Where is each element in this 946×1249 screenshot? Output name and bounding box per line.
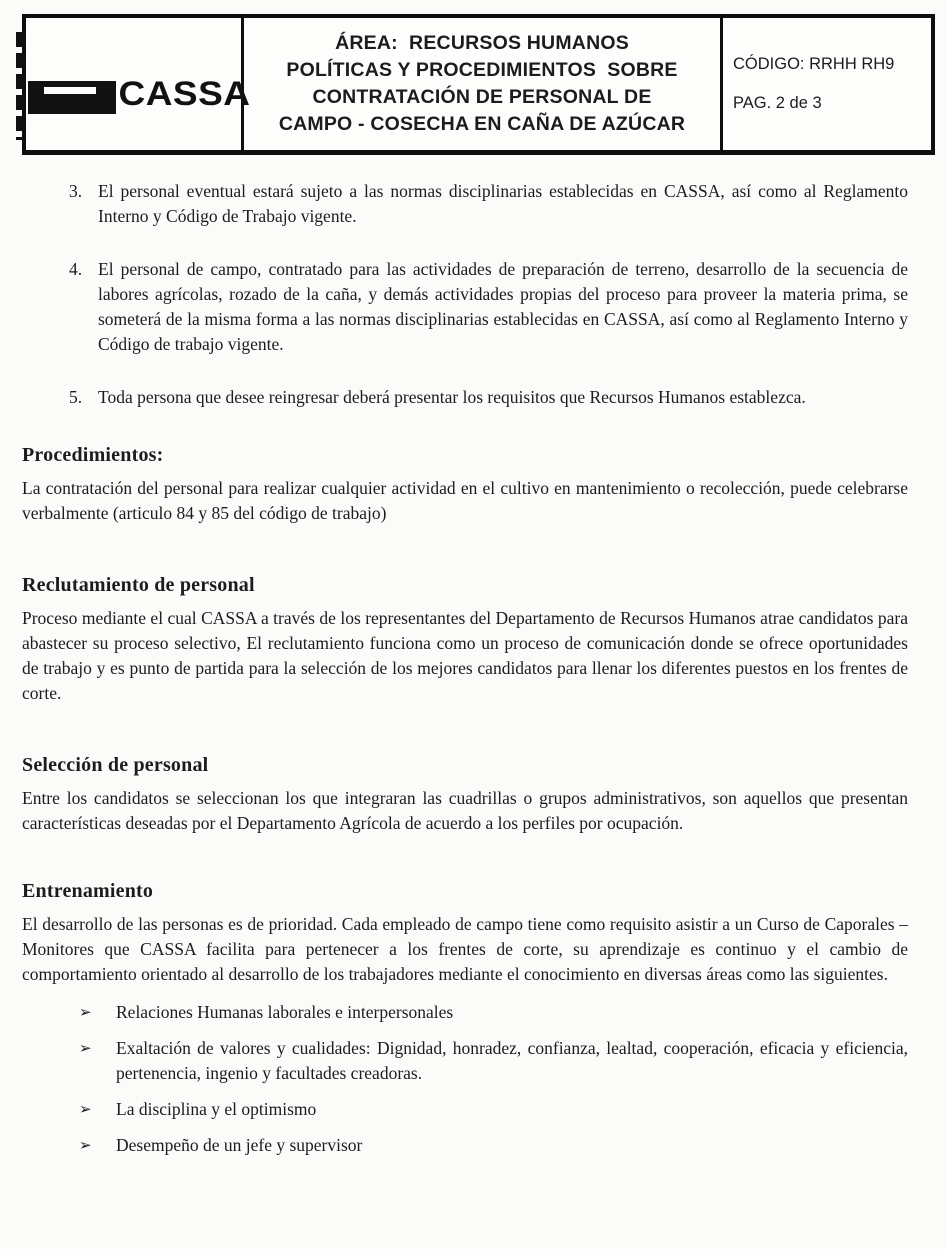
header-table bbox=[22, 14, 935, 155]
section-reclutamiento bbox=[22, 574, 908, 706]
section-procedimientos bbox=[22, 444, 908, 526]
document-code: CÓDIGO: RRHH RH9 bbox=[733, 55, 895, 73]
section-paragraph: El desarrollo de las personas es de prioridad. Cada empleado de campo tiene como requisito asistir a un Curso de Caporales – Monitores que CASSA facilita para pertenecer a los frentes de corte, su aprendizaje es continuo y el cambio de comportamiento orientado al desarrollo de los trabajadores mediante el conocimiento en diversas áreas como las siguientes. bbox=[22, 914, 908, 984]
item-text: El personal de campo, contratado para las actividades de preparación de terreno, desarrollo de la secuencia de labores agrícolas, rozado de la caña, y demás actividades propias del proceso para proveer la materia prima, se someterá de la misma forma a las normas disciplinarias establecidas en CASSA, así como al Reglamento Interno y Código de trabajo vigente. bbox=[98, 259, 908, 354]
item-number: 4. bbox=[69, 259, 83, 279]
numbered-item bbox=[69, 257, 908, 357]
section-paragraph: La contratación del personal para realizar cualquier actividad en el cultivo en mantenimiento o recolección, puede celebrarse verbalmente (articulo 84 y 85 del código de trabajo) bbox=[22, 478, 908, 523]
title-line: CONTRATACIÓN DE PERSONAL DE bbox=[312, 86, 652, 108]
section-heading: Reclutamiento de personal bbox=[22, 574, 255, 596]
arrow-bullet-icon: ➢ bbox=[79, 1136, 92, 1154]
numbered-item bbox=[69, 179, 908, 229]
item-number: 3. bbox=[69, 181, 83, 201]
page-number: PAG. 2 de 3 bbox=[733, 94, 822, 112]
section-paragraph: Entre los candidatos se seleccionan los que integraran las cuadrillas o grupos administrativos, son aquellos que presentan características deseadas por el Departamento Agrícola de acuerdo a los perfiles por ocupación. bbox=[22, 788, 908, 833]
arrow-bullet-icon: ➢ bbox=[79, 1100, 92, 1118]
title-line: POLÍTICAS Y PROCEDIMIENTOS SOBRE bbox=[286, 59, 678, 81]
list-item bbox=[79, 1097, 908, 1122]
arrow-bullet-icon: ➢ bbox=[79, 1039, 92, 1057]
list-item bbox=[79, 1000, 908, 1025]
document-body bbox=[22, 155, 908, 1158]
logo-cell bbox=[26, 18, 251, 150]
item-text: Toda persona que desee reingresar deberá presentar los requisitos que Recursos Humanos establezca. bbox=[98, 387, 806, 407]
logo-dashed-bar-icon bbox=[16, 32, 25, 140]
title-line: ÁREA: RECURSOS HUMANOS bbox=[335, 32, 629, 54]
logo-text: CASSA bbox=[118, 74, 251, 113]
cassa-logo bbox=[16, 29, 250, 139]
section-heading: Selección de personal bbox=[22, 754, 209, 776]
title-line: CAMPO - COSECHA EN CAÑA DE AZÚCAR bbox=[278, 113, 686, 135]
bullet-text: Relaciones Humanas laborales e interpersonales bbox=[116, 1002, 454, 1022]
list-item bbox=[79, 1036, 908, 1086]
bullet-text: Desempeño de un jefe y supervisor bbox=[116, 1135, 363, 1155]
arrow-bullet-icon: ➢ bbox=[79, 1003, 92, 1021]
numbered-list bbox=[22, 179, 908, 410]
bullet-text: Exaltación de valores y cualidades: Dignidad, honradez, confianza, lealtad, cooperación, eficacia y eficiencia, pertenencia, ingenio y facultades creadoras. bbox=[116, 1038, 908, 1083]
section-heading: Entrenamiento bbox=[22, 880, 154, 902]
list-item bbox=[79, 1133, 908, 1158]
title-cell bbox=[244, 18, 723, 150]
code-cell bbox=[723, 18, 931, 150]
section-seleccion bbox=[22, 754, 908, 836]
numbered-item bbox=[69, 385, 908, 410]
bullet-text: La disciplina y el optimismo bbox=[116, 1099, 317, 1119]
item-text: El personal eventual estará sujeto a las normas disciplinarias establecidas en CASSA, así como al Reglamento Interno y Código de Trabajo vigente. bbox=[98, 181, 908, 226]
logo-block-icon bbox=[28, 81, 116, 114]
item-number: 5. bbox=[69, 387, 83, 407]
bullet-list bbox=[22, 1000, 908, 1158]
section-entrenamiento bbox=[22, 880, 908, 987]
section-paragraph: Proceso mediante el cual CASSA a través de los representantes del Departamento de Recursos Humanos atrae candidatos para abastecer su proceso selectivo, El reclutamiento funciona como un proceso de comunicación donde se ofrece oportunidades de trabajo y es punto de partida para la selección de los mejores candidatos para llenar los diferentes puestos en los frentes de corte. bbox=[22, 608, 908, 703]
section-heading: Procedimientos: bbox=[22, 444, 164, 466]
